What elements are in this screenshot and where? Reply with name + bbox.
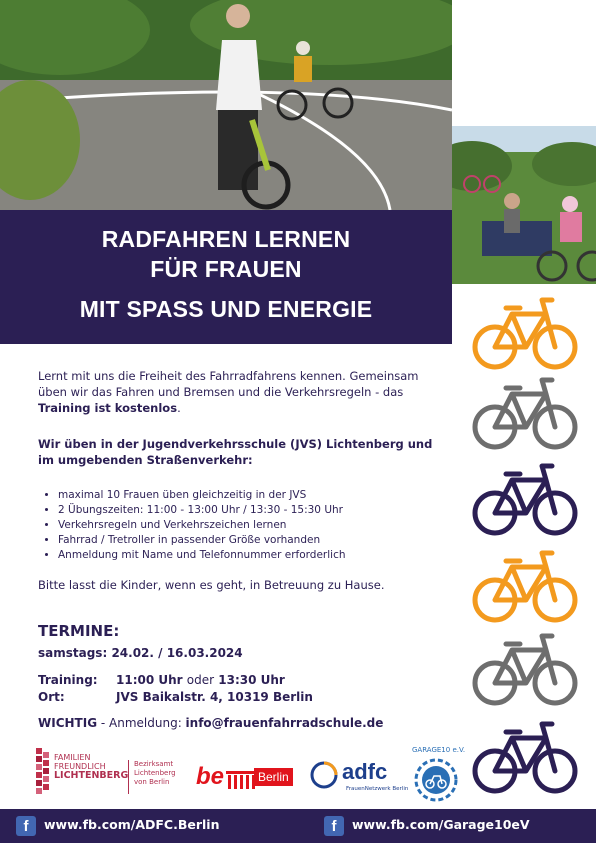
training-or: oder: [186, 673, 215, 687]
intro-paragraph: [38, 368, 438, 416]
intro-end: .: [177, 401, 181, 415]
list-item: • Fahrrad / Tretroller in passender Größe vorhanden: [58, 533, 458, 548]
group-photo: [452, 126, 596, 284]
familien-line-1: FAMILIEN: [54, 753, 91, 762]
dates-label: samstags:: [38, 646, 108, 660]
training-row: [38, 673, 285, 687]
berlin-logo-text: Berlin: [254, 768, 293, 786]
intro-highlight: Training ist kostenlos: [38, 401, 178, 415]
ort-value: JVS Baikalstr. 4, 10319 Berlin: [116, 690, 313, 704]
list-item: • 2 Übungszeiten: 11:00 - 13:00 Uhr / 13:30 - 15:30 Uhr: [58, 503, 458, 518]
list-item: • Verkehrsregeln und Verkehrszeichen lernen: [58, 518, 458, 533]
bezirksamt-line-3: von Berlin: [134, 778, 170, 786]
brandenburg-gate-icon: [226, 769, 256, 789]
gear-icon: [414, 758, 458, 802]
familien-logo-mark: [36, 748, 50, 794]
garage10-text: GARAGE10 e.V.: [412, 746, 466, 754]
familien-line-3: LICHTENBERG: [54, 770, 129, 781]
info-list: [38, 488, 458, 563]
wichtig-text: - Anmeldung:: [97, 716, 186, 730]
hero-photo-drawing: [0, 0, 452, 210]
facebook-link-adfc[interactable]: www.fb.com/ADFC.Berlin: [44, 817, 220, 832]
facebook-link-garage10[interactable]: www.fb.com/Garage10eV: [352, 817, 530, 832]
title-line-1: RADFAHREN LERNEN: [101, 226, 351, 252]
bike-icon: [470, 716, 580, 796]
location-paragraph: Wir üben in der Jugendverkehrsschule (JVS) Lichtenberg und im umgebenden Straßenverkehr:: [38, 437, 433, 467]
title-line-3: MIT SPASS UND ENERGIE: [79, 296, 373, 322]
adfc-logo-mark: [310, 761, 338, 789]
bike-icon: [470, 545, 580, 625]
adfc-subtitle: FrauenNetzwerk Berlin: [346, 786, 409, 792]
dates-value: 24.02. / 16.03.2024: [111, 646, 243, 660]
familien-freundlich-logo: [36, 748, 129, 796]
facebook-icon: f: [324, 816, 344, 836]
be-logo-text: be: [196, 763, 225, 790]
contact-email[interactable]: info@frauenfahrradschule.de: [185, 716, 384, 730]
bike-icon: [470, 292, 580, 372]
bike-icon: [470, 628, 580, 708]
list-item: • maximal 10 Frauen üben gleichzeitig in der JVS: [58, 488, 458, 503]
be-berlin-logo: [196, 763, 300, 792]
bezirksamt-line-1: Bezirksamt: [134, 760, 174, 768]
wichtig-line: [38, 716, 383, 730]
bezirksamt-line-2: Lichtenberg: [134, 769, 176, 777]
ort-label: Ort:: [38, 690, 65, 704]
garage10-logo: [410, 746, 466, 806]
group-photo-drawing: [452, 126, 596, 284]
termine-heading: TERMINE:: [38, 622, 120, 640]
facebook-icon: f: [16, 816, 36, 836]
familien-line-2: FREUNDLICH: [54, 762, 106, 771]
bezirksamt-logo: [128, 760, 184, 794]
hero-photo: [0, 0, 452, 210]
kids-note: Bitte lasst die Kinder, wenn es geht, in Betreuung zu Hause.: [38, 578, 385, 592]
bike-icon: [470, 372, 580, 452]
dates-row: [38, 646, 243, 660]
list-item: • Anmeldung mit Name und Telefonnummer erforderlich: [58, 548, 458, 563]
adfc-logo-text: adfc: [342, 759, 388, 784]
training-time-1: 11:00 Uhr: [116, 673, 183, 687]
adfc-logo: [310, 758, 409, 798]
ort-row: [38, 690, 313, 704]
training-time-2: 13:30 Uhr: [218, 673, 285, 687]
intro-text: Lernt mit uns die Freiheit des Fahrradfahrens kennen. Gemeinsam üben wir das Fahren und Bremsen und die Verkehrsregeln - das: [38, 369, 419, 399]
title-line-2: FÜR FRAUEN: [150, 256, 302, 282]
wichtig-label: WICHTIG: [38, 716, 98, 730]
training-label: Training:: [38, 673, 98, 687]
bike-icon: [470, 458, 580, 538]
